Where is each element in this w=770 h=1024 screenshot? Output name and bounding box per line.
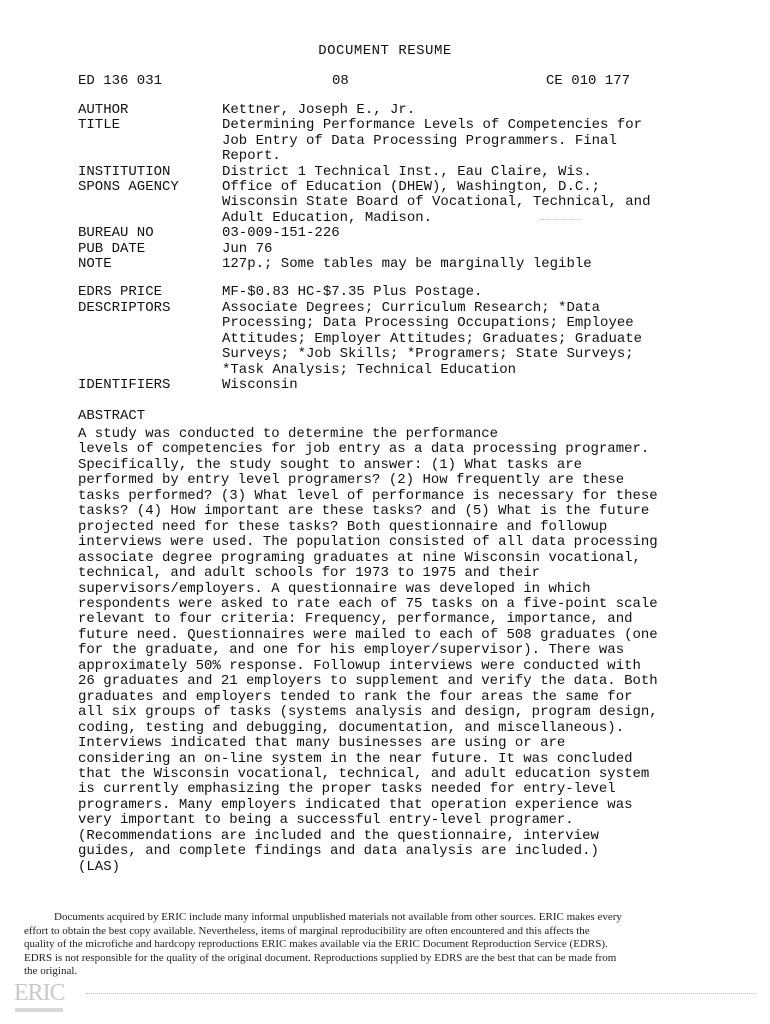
field-edrs-price (78, 285, 748, 300)
field-bureau-no (78, 226, 748, 241)
eric-logo-text: ERIC (14, 980, 65, 1006)
field-descriptors (78, 301, 748, 378)
field-title (78, 118, 748, 164)
field-label: TITLE (78, 117, 121, 134)
eric-disclaimer (24, 911, 770, 979)
disclaimer-line: quality of the microfiche and hardcopy reproductions ERIC makes available via the ERIC Document Reproduction Service (EDRS). (24, 938, 608, 951)
ed-number: ED 136 031 (78, 73, 163, 89)
field-label: AUTHOR (78, 102, 129, 118)
document-title: DOCUMENT RESUME (318, 43, 452, 59)
field-label: IDENTIFIERS (78, 376, 171, 393)
field-value: MF-$0.83 HC-$7.35 Plus Postage. (222, 284, 483, 301)
field-label: INSTITUTION (78, 163, 171, 180)
disclaimer-line: EDRS is not responsible for the quality of the original document. Reproductions supplied by EDRS are the best that can be made from (24, 951, 617, 964)
disclaimer-line: effort to obtain the best copy available. Nevertheless, items of marginal reproducibility are often encountered and this affects the (24, 924, 590, 937)
disclaimer-line: the original. (24, 965, 78, 978)
field-value: 127p.; Some tables may be marginally legible (222, 256, 592, 273)
scan-artifact-line (86, 993, 756, 994)
field-identifiers (78, 378, 748, 393)
field-value: Associate Degrees; Curriculum Research; *Data Processing; Data Processing Occupations; Employee Attitudes; Employer Attitudes; Graduates; Graduate Surveys; *Job Skills; *Programers; State Surveys; *Task Analysis; Technical Education (222, 299, 643, 378)
field-spons-agency (78, 180, 748, 226)
center-code: 08 (332, 73, 349, 89)
field-institution (78, 165, 748, 180)
field-label: BUREAU NO (78, 225, 154, 242)
field-label: SPONS AGENCY (78, 179, 179, 196)
field-label: DESCRIPTORS (78, 299, 171, 316)
logo-underbar (15, 1008, 63, 1012)
field-author (78, 103, 748, 118)
field-note (78, 257, 748, 272)
ce-number: CE 010 177 (546, 73, 631, 89)
field-value: Wisconsin (222, 376, 298, 393)
field-value: Determining Performance Levels of Competencies for Job Entry of Data Processing Programmers. Final Report. (222, 117, 643, 165)
field-label: NOTE (78, 256, 112, 273)
field-label: PUB DATE (78, 240, 146, 257)
abstract-label: ABSTRACT (78, 408, 146, 424)
field-pub-date (78, 242, 748, 257)
field-value: 03-009-151-226 (222, 225, 340, 242)
field-value: Jun 76 (222, 240, 273, 257)
scan-artifact (540, 219, 580, 220)
field-value: Office of Education (DHEW), Washington, D.C.; Wisconsin State Board of Vocational, Technical, and Adult Education, Madison. (222, 179, 651, 226)
abstract-text: A study was conducted to determine the performance levels of competencies for job entry as a data processing programer. Specifically, the study sought to answer: (1) What tasks are performed by entry level programers? (2) How frequently are these tasks performed? (3) What level of performance is necessary for these tasks? (4) How important are these tasks? and (5) What is the future projected need for these tasks? Both questionnaire and followup interviews were used. The population consisted of all data processing associate degree programing graduates at nine Wisconsin vocational, technical, and adult schools for 1973 to 1975 and their supervisors/employers. A questionnaire was developed in which respondents were asked to rate each of 75 tasks on a five-point scale relevant to four criteria: Frequency, performance, importance, and future need. Questionnaires were mailed to each of 508 graduates (one for the graduate, and one for his employer/supervisor). There was approximately 50% response. Followup interviews were conducted with 26 graduates and 21 employers to supplement and verify the data. Both graduates and employers tended to rank the four areas the same for all six groups of tasks (systems analysis and design, program design, coding, testing and debugging, documentation, and miscellaneous). Interviews indicated that many businesses are using or are considering an on-line system in the near future. It was concluded that the Wisconsin vocational, technical, and adult education system is currently emphasizing the proper tasks needed for entry-level programers. Many employers indicated that operation experience was very important to being a successful entry-level programer. (Recommendations are included and the questionnaire, interview guides, and complete findings and data analysis are included.) (LAS) (78, 426, 658, 875)
field-value: Kettner, Joseph E., Jr. (222, 102, 416, 118)
field-value: District 1 Technical Inst., Eau Claire, Wis. (222, 163, 592, 180)
disclaimer-line: Documents acquired by ERIC include many informal unpublished materials not available from other sources. ERIC makes every (54, 911, 622, 923)
field-label: EDRS PRICE (78, 284, 163, 301)
metadata-fields (78, 103, 748, 393)
eric-logo (14, 980, 74, 1016)
